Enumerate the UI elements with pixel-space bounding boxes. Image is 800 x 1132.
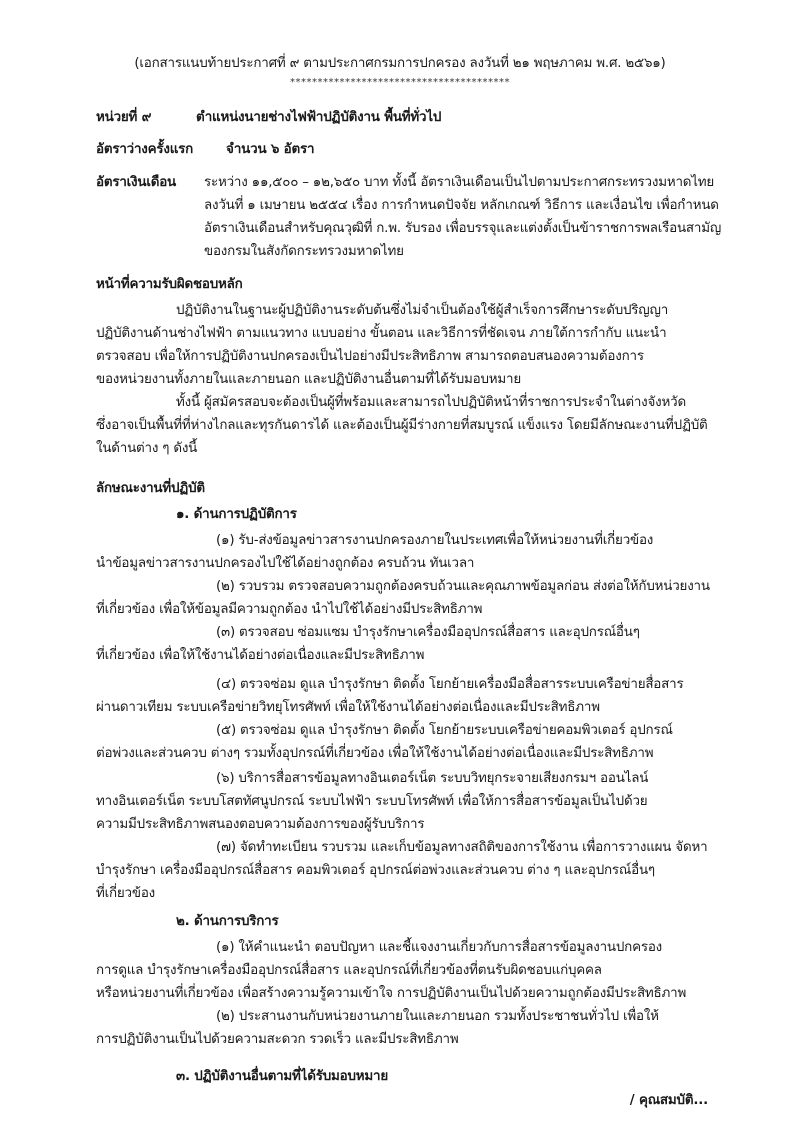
position-title: ตำแหน่งนายช่างไฟฟ้าปฏิบัติงาน พื้นที่ทั่วไป [196, 110, 442, 125]
responsibility-text: ปฏิบัติงานในฐานะผู้ปฏิบัติงานระดับต้นซึ่งไม่จำเป็นต้องใช้ผู้สำเร็จการศึกษาระดับปริญญา [176, 303, 669, 318]
responsibility-text: ปฏิบัติงานด้านช่างไฟฟ้า ตามแนวทาง แบบอย่าง ขั้นตอน และวิธีการที่ชัดเจน ภายใต้การกำกับ แนะนำ [96, 326, 667, 341]
duty-item: ที่เกี่ยวข้อง [96, 886, 156, 901]
continuation-marker: / คุณสมบัติ... [629, 1093, 708, 1108]
duty-item: ที่เกี่ยวข้อง เพื่อให้ใช้งานได้อย่างต่อเนื่องและมีประสิทธิภาพ [96, 648, 425, 663]
duty-item: การดูแล บำรุงรักษาเครื่องมืออุปกรณ์สื่อสาร และอุปกรณ์ที่เกี่ยวข้องที่ตนรับผิดชอบแก่บุคคล [96, 963, 602, 978]
duty-item: ผ่านดาวเทียม ระบบเครือข่ายวิทยุโทรศัพท์ เพื่อให้ใช้งานได้อย่างต่อเนื่องและมีประสิทธิภาพ [96, 700, 600, 715]
duty-item: (๕) ตรวจซ่อม ดูแล บำรุงรักษา ติดตั้ง โยกย้ายระบบเครือข่ายคอมพิวเตอร์ อุปกรณ์ [216, 723, 673, 738]
duty-item: นำข้อมูลข่าวสารงานปกครองไปใช้ได้อย่างถูกต้อง ครบถ้วน ทันเวลา [96, 556, 475, 571]
responsibility-text: ในด้านต่าง ๆ ดังนี้ [96, 441, 198, 456]
salary-line: ของกรมในสังกัดกระทรวงมหาดไทย [204, 244, 404, 259]
duty-item: ต่อพ่วงและส่วนควบ ต่างๆ รวมทั้งอุปกรณ์ที่เกี่ยวข้อง เพื่อให้ใช้งานได้อย่างต่อเนื่องและมีประสิทธิภาพ [96, 746, 654, 761]
duties-heading: ลักษณะงานที่ปฏิบัติ [96, 481, 205, 496]
responsibility-text: ของหน่วยงานทั้งภายในและภายนอก และปฏิบัติงานอื่นตามที่ได้รับมอบหมาย [96, 372, 522, 387]
vacancy-value: จำนวน ๖ อัตรา [226, 142, 315, 157]
duty-item: (๔) ตรวจซ่อม ดูแล บำรุงรักษา ติดตั้ง โยกย้ายเครื่องมือสื่อสารระบบเครือข่ายสื่อสาร [216, 677, 684, 692]
salary-label: อัตราเงินเดือน [96, 175, 176, 190]
responsibility-text: ทั้งนี้ ผู้สมัครสอบจะต้องเป็นผู้ที่พร้อมและสามารถไปปฏิบัติหน้าที่ราชการประจำในต่างจังหวัด [176, 395, 686, 410]
duty-item: ทางอินเตอร์เน็ต ระบบโสตทัศนูปกรณ์ ระบบไฟฟ้า ระบบโทรศัพท์ เพื่อให้การสื่อสารข้อมูลเป็นไปด้วย [96, 794, 648, 809]
section-title: ๒. ด้านการบริการ [176, 914, 279, 929]
section-title: ๓. ปฏิบัติงานอื่นตามที่ได้รับมอบหมาย [176, 1069, 388, 1084]
vacancy-label: อัตราว่างครั้งแรก [96, 142, 194, 157]
duty-item: (๖) บริการสื่อสารข้อมูลทางอินเตอร์เน็ต ระบบวิทยุกระจายเสียงกรมฯ ออนไลน์ [216, 771, 649, 786]
duty-item: ที่เกี่ยวข้อง เพื่อให้ข้อมูลมีความถูกต้อง นำไปใช้ได้อย่างมีประสิทธิภาพ [96, 602, 483, 617]
duty-item: (๒) ประสานงานกับหน่วยงานภายในและภายนอก รวมทั้งประชาชนทั่วไป เพื่อให้ [216, 1009, 659, 1024]
duty-item: (๓) ตรวจสอบ ซ่อมแซม บำรุงรักษาเครื่องมืออุปกรณ์สื่อสาร และอุปกรณ์อื่นๆ [216, 625, 640, 640]
header-reference: (เอกสารแนบท้ายประกาศที่ ๙ ตามประกาศกรมการปกครอง ลงวันที่ ๒๑ พฤษภาคม พ.ศ. ๒๕๖๑) [134, 56, 666, 71]
responsibility-text: ตรวจสอบ เพื่อให้การปฏิบัติงานปกครองเป็นไปอย่างมีประสิทธิภาพ สามารถตอบสนองความต้องการ [96, 349, 644, 364]
unit-label: หน่วยที่ ๙ [96, 110, 152, 125]
section-title: ๑. ด้านการปฏิบัติการ [176, 507, 297, 522]
duty-item: หรือหน่วยงานที่เกี่ยวข้อง เพื่อสร้างความรู้ความเข้าใจ การปฏิบัติงานเป็นไปด้วยความถูกต้องมีประสิทธิภาพ [96, 986, 687, 1001]
duty-item: (๑) ให้คำแนะนำ ตอบปัญหา และชี้แจงงานเกี่ยวกับการสื่อสารข้อมูลงานปกครอง [216, 940, 662, 955]
duty-item: (๑) รับ-ส่งข้อมูลข่าวสารงานปกครองภายในประเทศเพื่อให้หน่วยงานที่เกี่ยวข้อง [216, 533, 654, 548]
duty-item: (๗) จัดทำทะเบียน รวบรวม และเก็บข้อมูลทางสถิติของการใช้งาน เพื่อการวางแผน จัดหา [216, 840, 708, 855]
salary-line: ลงวันที่ ๑ เมษายน ๒๕๕๔ เรื่อง การกำหนดปัจจัย หลักเกณฑ์ วิธีการ และเงื่อนไข เพื่อกำหนด [204, 198, 719, 213]
duty-item: (๒) รวบรวม ตรวจสอบความถูกต้องครบถ้วนและคุณภาพข้อมูลก่อน ส่งต่อให้กับหน่วยงาน [216, 579, 710, 594]
responsibilities-heading: หน้าที่ความรับผิดชอบหลัก [96, 277, 243, 292]
duty-item: การปฏิบัติงานเป็นไปด้วยความสะดวก รวดเร็ว และมีประสิทธิภาพ [96, 1032, 459, 1047]
salary-line: ระหว่าง ๑๑,๕๐๐ – ๑๒,๖๕๐ บาท ทั้งนี้ อัตราเงินเดือนเป็นไปตามประกาศกระทรวงมหาดไทย [204, 175, 715, 190]
duty-item: ความมีประสิทธิภาพสนองตอบความต้องการของผู้รับบริการ [96, 817, 425, 832]
salary-line: อัตราเงินเดือนสำหรับคุณวุฒิที่ ก.พ. รับรอง เพื่อบรรจุและแต่งตั้งเป็นข้าราชการพลเรือนสามัญ [204, 221, 722, 236]
header-separator: **************************************** [290, 77, 510, 88]
duty-item: บำรุงรักษา เครื่องมืออุปกรณ์สื่อสาร คอมพิวเตอร์ อุปกรณ์ต่อพ่วงและส่วนควบ ต่าง ๆ และอุปกรณ์อื่นๆ [96, 863, 655, 878]
responsibility-text: ซึ่งอาจเป็นพื้นที่ที่ห่างไกลและทุรกันดารได้ และต้องเป็นผู้มีร่างกายที่สมบูรณ์ แข็งแรง โดยมีลักษณะงานที่ปฏิบัติ [96, 418, 708, 433]
